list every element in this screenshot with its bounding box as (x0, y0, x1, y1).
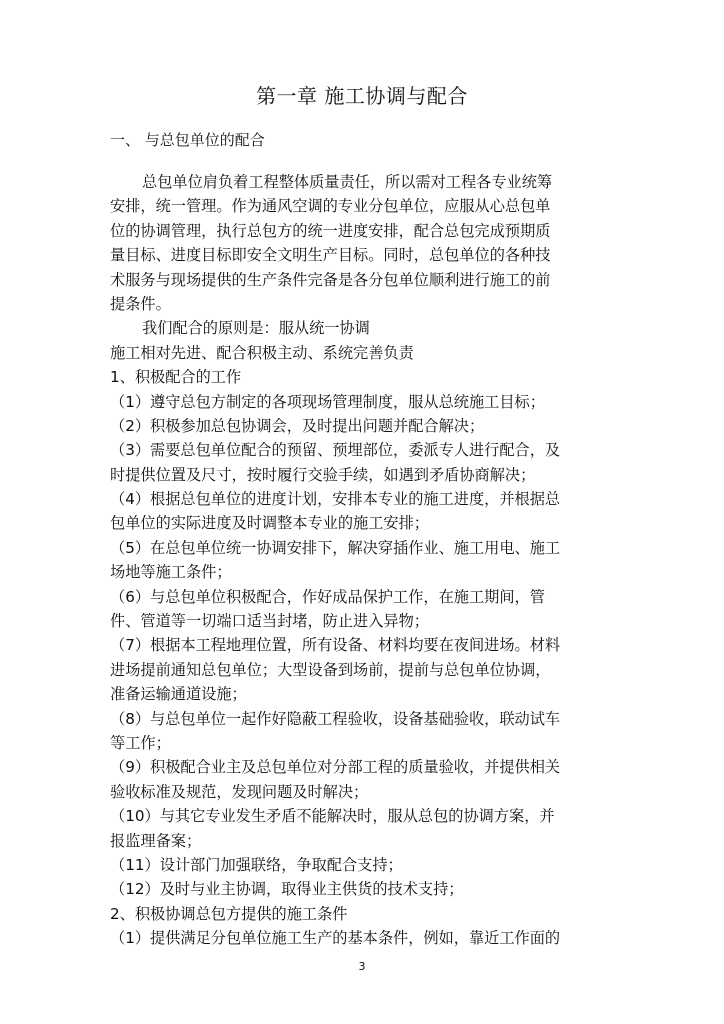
body-line: （1）提供满足分包单位施工生产的基本条件，例如，靠近工作面的 (110, 929, 561, 948)
body-line: （11）设计部门加强联络，争取配合支持； (110, 855, 403, 874)
body-line: 场地等施工条件； (110, 563, 232, 582)
body-line: （10）与其它专业发生矛盾不能解决时，服从总包的协调方案，并 (110, 807, 555, 826)
body-line: 等工作； (110, 733, 171, 752)
body-line: 验收标准及规范，发现问题及时解决； (110, 782, 369, 801)
body-line: （7）根据本工程地理位置，所有设备、材料均要在夜间进场。材料 (110, 636, 561, 655)
body-line: 总包单位肩负着工程整体质量责任，所以需对工程各专业统筹 (142, 173, 553, 191)
body-line: 准备运输通道设施； (110, 685, 247, 704)
body-line: （3）需要总包单位配合的预留、预埋部位，委派专人进行配合，及 (110, 441, 561, 460)
body-line: （2）积极参加总包协调会，及时提出问题并配合解决； (110, 416, 485, 435)
body-line: （4）根据总包单位的进度计划，安排本专业的施工进度，并根据总 (110, 490, 561, 509)
body-line: 我们配合的原则是：服从统一协调 (142, 319, 370, 338)
body-line: （6）与总包单位积极配合，作好成品保护工作，在施工期间，管 (110, 587, 545, 606)
body-line: （12）及时与业主协调，取得业主供货的技术支持； (110, 880, 464, 899)
body-line: 时提供位置及尺寸，按时履行交验手续，如遇到矛盾协商解决； (110, 465, 536, 484)
page-number: 3 (358, 960, 366, 973)
body-line: 包单位的实际进度及时调整本专业的施工安排； (110, 514, 429, 533)
body-line: （9）积极配合业主及总包单位对分部工程的质量验收，并提供相关 (110, 758, 561, 777)
body-line: （1）遵守总包方制定的各项现场管理制度，服从总统施工目标； (110, 392, 545, 411)
body-line: 术服务与现场提供的生产条件完备是各分包单位顺利进行施工的前 (110, 270, 551, 289)
body-line: （5）在总包单位统一协调安排下，解决穿插作业、施工用电、施工 (110, 538, 561, 557)
body-line: 安排，统一管理。作为通风空调的专业分包单位，应服从心总包单 (110, 197, 551, 216)
body-line: 2、积极协调总包方提供的施工条件 (110, 904, 348, 923)
body-line: 提条件。 (110, 294, 171, 313)
body-line: 进场提前通知总包单位；大型设备到场前，提前与总包单位协调， (110, 660, 551, 679)
body-line: 报监理备案； (110, 831, 202, 850)
body-line: 量目标、进度目标即安全文明生产目标。同时，总包单位的各种技 (110, 246, 551, 265)
body-line: 件、管道等一切端口适当封堵，防止进入异物； (110, 612, 429, 631)
body-line: 1、积极配合的工作 (110, 368, 242, 387)
body-line: 位的协调管理，执行总包方的统一进度安排，配合总包完成预期质 (110, 221, 551, 240)
section-heading: 一、 与总包单位的配合 (110, 131, 265, 149)
body-text (110, 170, 600, 951)
chapter-title: 第一章 施工协调与配合 (256, 84, 468, 108)
body-line: （8）与总包单位一起作好隐蔽工程验收，设备基础验收，联动试车 (110, 709, 561, 728)
body-line: 施工相对先进、配合积极主动、系统完善负责 (110, 343, 414, 362)
